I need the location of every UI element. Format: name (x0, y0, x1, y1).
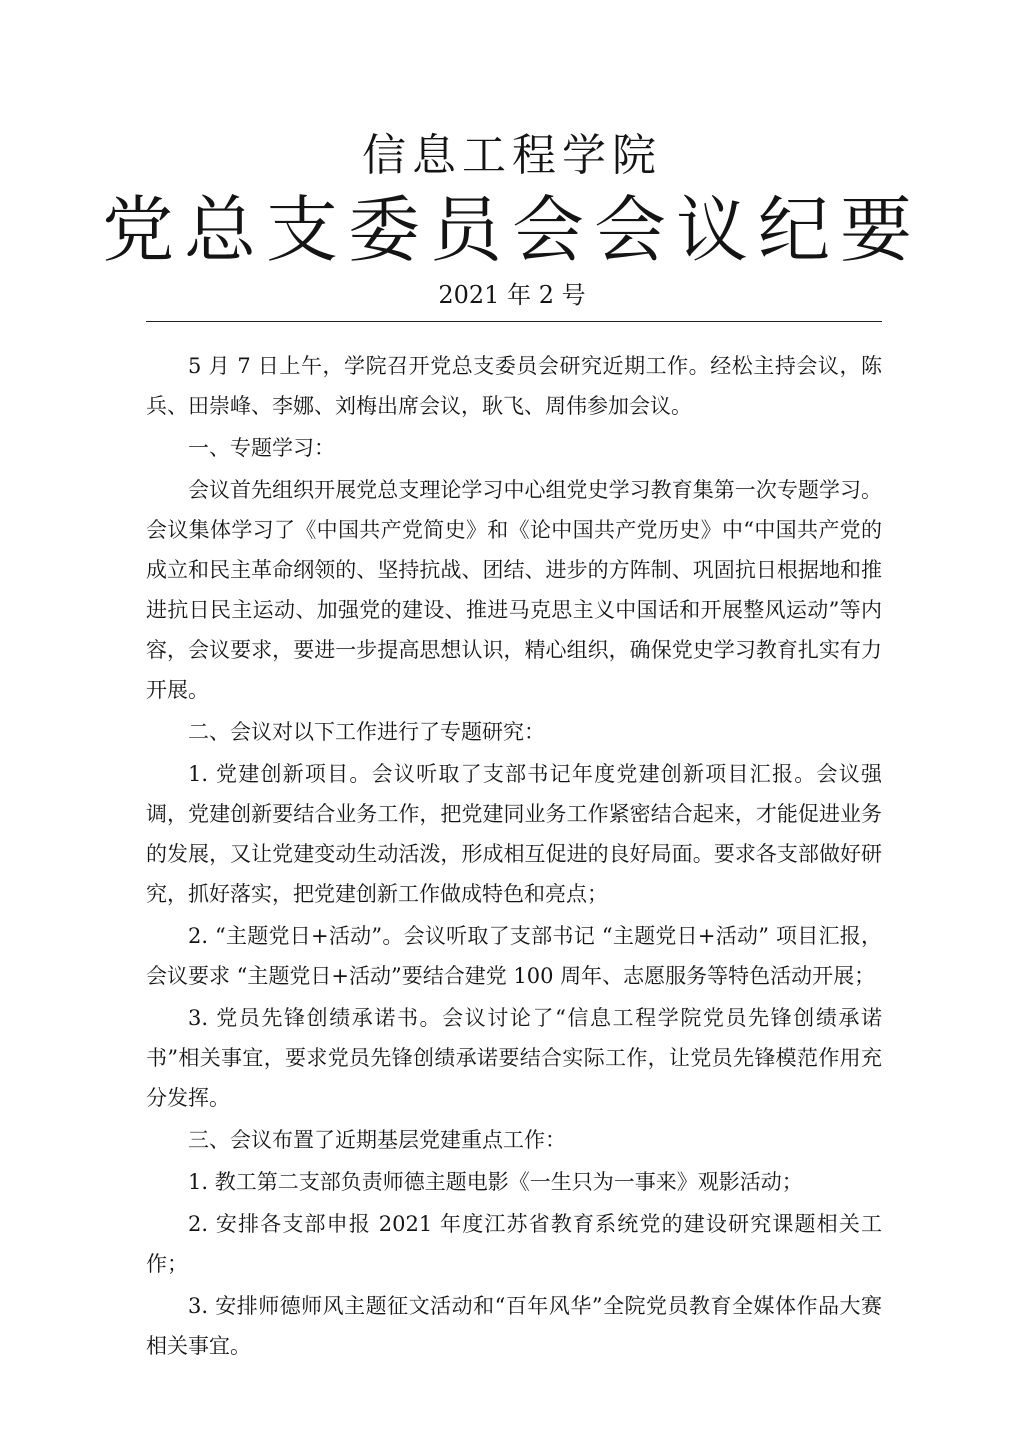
section-heading-tasks: 三、会议布置了近期基层党建重点工作： (188, 1128, 566, 1152)
task-item-1: 1. 教工第二支部负责师德主题电影《一生只为一事来》观影活动； (188, 1170, 803, 1194)
research-item-1: 1. 党建创新项目。会议听取了支部书记年度党建创新项目汇报。会议强调，党建创新要结合业务工作，把党建同业务工作紧密结合起来，才能促进业务的发展，又让党建变动生动活泼，形成相互促进的良好局面。要求各支部做好研究，抓好落实，把党建创新工作做成特色和亮点； (146, 762, 882, 906)
organization-name: 信息工程学院 (362, 130, 662, 181)
document-body (146, 346, 882, 1368)
attendance-paragraph: 5 月 7 日上午，学院召开党总支委员会研究近期工作。经松主持会议，陈兵、田崇峰、李娜、刘梅出席会议，耿飞、周伟参加会议。 (146, 354, 882, 418)
task-item-2: 2. 安排各支部申报 2021 年度江苏省教育系统党的建设研究课题相关工作； (146, 1212, 882, 1276)
research-item-3: 3. 党员先锋创绩承诺书。会议讨论了“信息工程学院党员先锋创绩承诺书”相关事宜，要求党员先锋创绩承诺要结合实际工作，让党员先锋模范作用充分发挥。 (146, 1006, 882, 1110)
document-number: 2021 年 2 号 (438, 281, 586, 309)
header-divider (146, 321, 882, 322)
section-heading-research: 二、会议对以下工作进行了专题研究： (188, 720, 545, 744)
document-title: 党总支委员会会议纪要 (101, 188, 922, 272)
study-paragraph: 会议首先组织开展党总支理论学习中心组党史学习教育集第一次专题学习。会议集体学习了《中国共产党简史》和《论中国共产党历史》中“中国共产党的成立和民主革命纲领的、坚持抗战、团结、进步的方阵制、巩固抗日根据地和推进抗日民主运动、加强党的建设、推进马克思主义中国话和开展整风运动”等内容，会议要求，要进一步提高思想认识，精心组织，确保党史学习教育扎实有力开展。 (146, 478, 882, 702)
task-item-3: 3. 安排师德师风主题征文活动和“百年风华”全院党员教育全媒体作品大赛相关事宜。 (146, 1294, 882, 1358)
research-item-2: 2. “主题党日+活动”。会议听取了支部书记 “主题党日+活动” 项目汇报，会议要求 “主题党日+活动”要结合建党 100 周年、志愿服务等特色活动开展； (146, 924, 882, 988)
section-heading-study: 一、专题学习： (188, 436, 335, 460)
